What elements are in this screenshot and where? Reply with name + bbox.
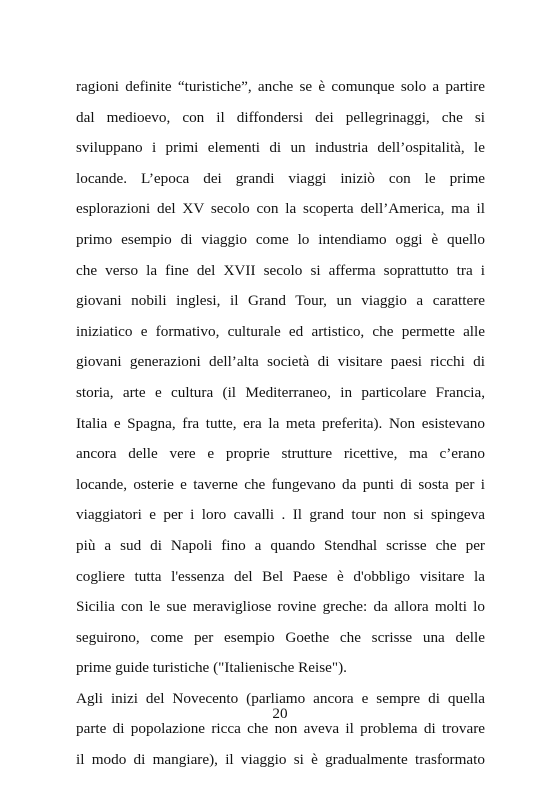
text-line: Sicilia con le sue meravigliose rovine greche: da allora molti lo (76, 598, 485, 616)
text-line: viaggiatori e per i loro cavalli . Il grand tour non si spingeva (76, 506, 485, 524)
text-line: cogliere tutta l'essenza del Bel Paese è d'obbligo visitare la (76, 567, 485, 585)
text-line: il modo di mangiare), il viaggio si è gradualmente trasformato (76, 751, 485, 769)
text-line: parte di popolazione ricca che non aveva il problema di trovare (76, 720, 485, 738)
text-line: sviluppano i primi elementi di un industria dell’ospitalità, le (76, 139, 485, 157)
text-line: locande. L’epoca dei grandi viaggi iniziò con le prime (76, 169, 485, 187)
text-line: più a sud di Napoli fino a quando Stendhal scrisse che per (76, 536, 485, 554)
text-line: che verso la fine del XVII secolo si afferma soprattutto tra i (76, 261, 485, 279)
text-line: giovani nobili inglesi, il Grand Tour, un viaggio a carattere (76, 292, 485, 310)
text-line: locande, osterie e taverne che fungevano da punti di sosta per i (76, 475, 485, 493)
text-line: primo esempio di viaggio come lo intendiamo oggi è quello (76, 230, 485, 248)
text-line: iniziatico e formativo, culturale ed artistico, che permette alle (76, 322, 485, 340)
text-line: ragioni definite “turistiche”, anche se è comunque solo a partire (76, 78, 485, 95)
text-line: ancora delle vere e proprie strutture ricettive, ma c’erano (76, 445, 485, 463)
text-line: seguirono, come per esempio Goethe che scrisse una delle (76, 628, 485, 646)
text-line: giovani generazioni dell’alta società di visitare paesi ricchi di (76, 353, 485, 371)
text-line: storia, arte e cultura (il Mediterraneo, in particolare Francia, (76, 383, 485, 401)
body-text (76, 72, 485, 776)
text-line: Italia e Spagna, fra tutte, era la meta preferita). Non esistevano (76, 414, 485, 432)
text-line: Agli inizi del Novecento (parliamo ancora e sempre di quella (76, 689, 485, 707)
text-line: esplorazioni del XV secolo con la scoperta dell’America, ma il (76, 200, 485, 218)
page-number: 20 (272, 705, 288, 722)
text-line: prime guide turistiche ("Italienische Reise"). (76, 659, 347, 677)
text-line: dal medioevo, con il diffondersi dei pellegrinaggi, che si (76, 108, 485, 126)
